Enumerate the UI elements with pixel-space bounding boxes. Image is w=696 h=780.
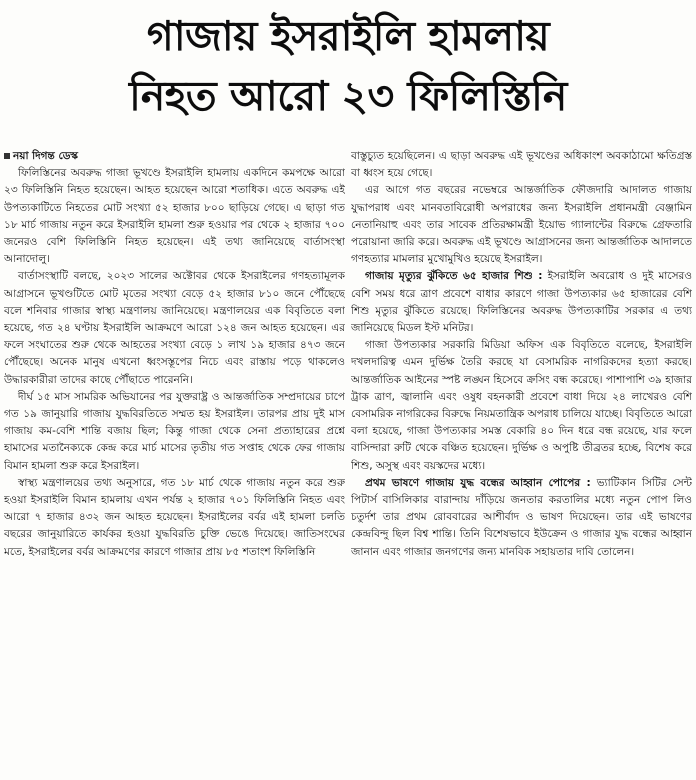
headline [0,0,696,126]
paragraph-text: ভ্যাটিকান সিটির সেন্ট পিটার্স বাসিলিকার বারান্দায় দাঁড়িয়ে জনতার করতালির মধ্যে নতুন পোপ লিও চতুর্দশ তার প্রথম রোববারের আশীর্বাদ ও ভাষণ দিয়েছেন। তার এই ভাষণের কেন্দ্রবিন্দু ছিল বিশ্ব শান্তি। তিনি বিশেষভাবে ইউক্রেন ও গাজার যুদ্ধ বন্ধের আহ্বান জানান এবং গাজার জনগণের জন্য মানবিক সহায়তার দাবি তোলেন। [351,476,692,558]
headline-line-1: গাজায় ইসরাইলি হামলায় [146,12,550,60]
byline: নয়া দিগন্ত ডেস্ক [13,150,78,162]
subheading: প্রথম ভাষণে গাজায় যুদ্ধ বন্ধের আহ্বান পোপের : [365,476,591,489]
article-body [4,148,692,776]
right-column [351,148,692,776]
headline-line-2: নিহত আরো ২৩ ফিলিস্তিনি [129,72,567,120]
paragraph: গাজা উপত্যকার সরকারি মিডিয়া অফিস এক বিবৃতিতে বলেছে, ইসরাইলি দখলদারিত্ব এমন দুর্ভিক্ষ তৈরি করছে যা বেসামরিক নাগরিকদের হত্যা করছে। আন্তর্জাতিক আইনের স্পষ্ট লঙ্ঘন হিসেবে ক্রসিং বন্ধ করেছে। পাশাপাশি ৩৯ হাজার ট্রাক ত্রাণ, জ্বালানি এবং ওষুধ বহনকারী প্রবেশে বাধা দিয়ে ২৪ লাখেরও বেশি বেসামরিক নাগরিকের বিরুদ্ধে নিয়মতান্ত্রিক অপরাধ চালিয়ে যাচ্ছে। বিবৃতিতে আরো বলা হয়েছে, গাজা উপত্যকার সমস্ত বেকারি ৪০ দিন ধরে বন্ধ রয়েছে, যার ফলে বাসিন্দারা রুটি থেকে বঞ্চিত হয়েছেন। দুর্ভিক্ষ ও অপুষ্টি তীব্রতর হচ্ছে, বিশেষ করে শিশু, অসুস্থ এবং বয়স্কদের মধ্যে। [351,339,692,472]
paragraph: দীর্ঘ ১৫ মাস সামরিক অভিযানের পর যুক্তরাষ্ট্র ও আন্তর্জাতিক সম্প্রদায়ের চাপে গত ১৯ জানুয়ারি গাজায় যুদ্ধবিরতিতে সম্মত হয় ইসরাইল। তারপর প্রায় দুই মাস গাজায় কম-বেশি শান্তি বজায় ছিল; কিন্তু গাজা থেকে সেনা প্রত্যাহারের প্রশ্নে হামাসের মতানৈক্যকে কেন্দ্র করে মার্চ মাসের তৃতীয় গত সপ্তাহ থেকে ফের গাজায় বিমান হামলা শুরু করে ইসরাইল। [4,390,345,472]
paragraph: ফিলিস্তিনের অবরুদ্ধ গাজা ভূখণ্ডে ইসরাইলি হামলায় একদিনে কমপক্ষে আরো ২৩ ফিলিস্তিনি নিহত হয়েছেন। আহত হয়েছেন আরো শতাধিক। এতে অবরুদ্ধ এই উপত্যকাটিতে নিহতের মোট সংখ্যা ৫২ হাজার ৮০০ ছাড়িয়ে গেছে। এ ছাড়া গত ১৮ মার্চ গাজায় নতুন করে ইসরাইলি হামলা শুরু হওয়ার পর থেকে ২ হাজার ৭০০ জনেরও বেশি ফিলিস্তিনি নিহত হয়েছেন। এই তথ্য জানিয়েছে বার্তাসংস্থা আনাদোলু। [4,167,345,266]
left-column [4,148,345,776]
paragraph: বার্তাসংস্থাটি বলছে, ২০২৩ সালের অক্টোবর থেকে ইসরাইলের গণহত্যামূলক আগ্রাসনে ভূখণ্ডটিতে মোট মৃতের সংখ্যা বেড়ে ৫২ হাজার ৮১০ জনে পৌঁছেছে বলে শনিবার গাজার স্বাস্থ্য মন্ত্রণালয় জানিয়েছে। মন্ত্রণালয়ের এক বিবৃতিতে বলা হয়েছে, গত ২৪ ঘণ্টায় ইসরাইলি আক্রমণে আরো ১২৪ জন আহত হয়েছেন। এর ফলে সংঘাতের শুরু থেকে আহতের সংখ্যা বেড়ে ১ লাখ ১৯ হাজার ৪৭৩ জনে পৌঁছেছে। অনেক মানুষ এখনো ধ্বংসস্তূপের নিচে এবং রাস্তায় পড়ে থাকলেও উদ্ধারকারীরা তাদের কাছে পৌঁছাতে পারেননি। [4,270,345,386]
paragraph: স্বাস্থ্য মন্ত্রণালয়ের তথ্য অনুসারে, গত ১৮ মার্চ থেকে গাজায় নতুন করে শুরু হওয়া ইসরাইলি বিমান হামলায় এখন পর্যন্ত ২ হাজার ৭০১ ফিলিস্তিনি নিহত এবং আরো ৭ হাজার ৪৩২ জন আহত হয়েছেন। ইসরাইলের বর্বর এই হামলা চলতি বছরের জানুয়ারিতে কার্যকর হওয়া যুদ্ধবিরতি চুক্তি ভেঙে দিয়েছে। জাতিসংঘের মতে, ইসরাইলের বর্বর আক্রমণের কারণে গাজার প্রায় ৮৫ শতাংশ ফিলিস্তিনি [4,476,345,558]
subheading: গাজায় মৃত্যুর ঝুঁকিতে ৬৫ হাজার শিশু : [365,270,543,283]
paragraph: এর আগে গত বছরের নভেম্বরে আন্তর্জাতিক ফৌজদারি আদালত গাজায় যুদ্ধাপরাধ এবং মানবতাবিরোধী অপরাধের জন্য ইসরাইলি প্রধানমন্ত্রী বেঞ্জামিন নেতানিয়াহু এবং তার সাবেক প্রতিরক্ষামন্ত্রী ইয়োভ গ্যালান্টের বিরুদ্ধে গ্রেফতারি পরোয়ানা জারি করে। অবরুদ্ধ এই ভূখণ্ডে আগ্রাসনের জন্য আন্তর্জাতিক আদালতে গণহত্যার মামলার মুখোমুখিও হয়েছে ইসরাইল। [351,184,692,266]
paragraph-text: ইসরাইলি অবরোধ ও দুই মাসেরও বেশি সময় ধরে ত্রাণ প্রবেশে বাধার কারণে গাজা উপত্যকার ৬৫ হাজারের বেশি শিশু মৃত্যুর ঝুঁকিতে রয়েছে। ফিলিস্তিনের অবরুদ্ধ উপত্যকাটির সরকার এ তথ্য জানিয়েছে মিডল ইস্ট মনিটর। [351,270,692,335]
paragraph [351,268,692,337]
square-bullet-icon [4,153,10,159]
lead-paragraph [4,148,345,165]
paragraph: বাস্তুচ্যুত হয়েছিলেন। এ ছাড়া অবরুদ্ধ এই ভূখণ্ডের অধিকাংশ অবকাঠামো ক্ষতিগ্রস্ত বা ধ্বংস হয়ে গেছে। [351,150,692,180]
paragraph [351,475,692,561]
